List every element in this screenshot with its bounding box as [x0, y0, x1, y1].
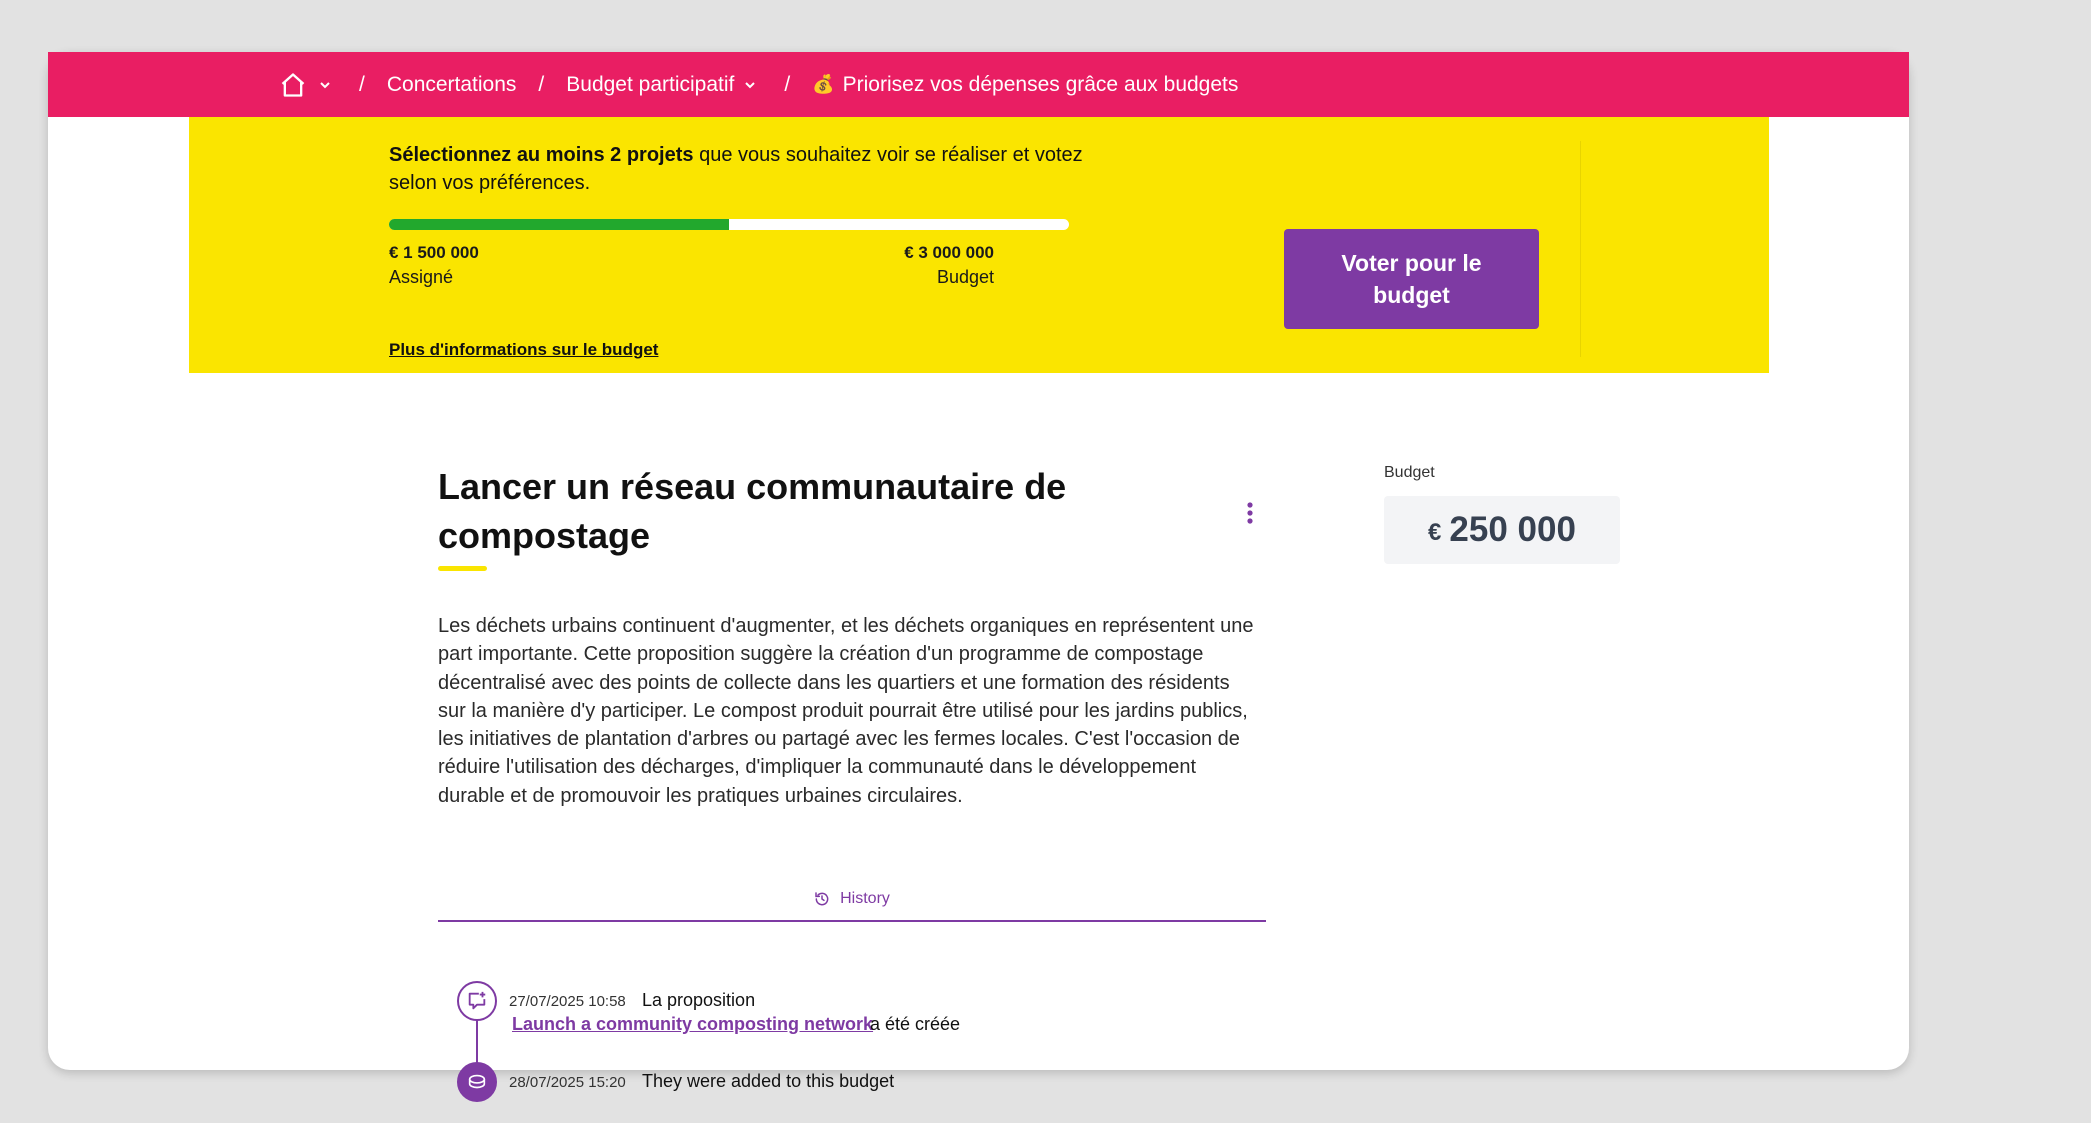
history-date: 28/07/2025 15:20 — [509, 1074, 626, 1091]
proposal-budget-box — [1384, 496, 1620, 564]
chevron-down-icon[interactable] — [319, 79, 337, 91]
breadcrumb-item-label: Budget participatif — [566, 72, 735, 96]
page-title: Lancer un réseau communautaire de compostage — [438, 466, 1067, 556]
tab-history[interactable] — [438, 890, 1266, 922]
breadcrumb — [48, 52, 1909, 117]
breadcrumb-item-current[interactable] — [812, 73, 1238, 97]
budget-progress-fill — [389, 219, 729, 230]
vote-budget-button[interactable]: Voter pour le budget — [1284, 229, 1539, 329]
history-text: a été créée — [870, 1014, 961, 1034]
breadcrumb-item-label: Priorisez vos dépenses grâce aux budgets — [842, 72, 1239, 96]
proposal-budget-label: Budget — [1384, 464, 1435, 481]
home-icon[interactable] — [279, 70, 309, 100]
breadcrumb-item-concertations[interactable]: Concertations — [386, 72, 517, 96]
breadcrumb-separator: / — [359, 72, 365, 96]
browser-window — [48, 52, 1909, 1091]
money-bag-icon: 💰 — [812, 74, 835, 94]
tab-history-label: History — [840, 890, 890, 907]
proposal-budget-value: 250 000 — [1449, 510, 1576, 549]
title-underline — [438, 566, 487, 571]
chevron-down-icon[interactable] — [744, 79, 762, 91]
timeline-connector — [476, 1018, 478, 1064]
breadcrumb-item-budget-participatif[interactable] — [566, 73, 762, 97]
history-icon — [814, 891, 832, 909]
breadcrumb-separator: / — [784, 72, 791, 96]
assigned-label: Assigné — [389, 267, 454, 287]
instruction-text: que vous souhaitez voir se réaliser et votez selon vos préférences. — [389, 144, 1083, 194]
history-date: 27/07/2025 10:58 — [509, 993, 626, 1010]
assigned-amount: € 1 500 000 — [389, 243, 479, 262]
budget-instruction — [389, 141, 1089, 197]
proposal-created-icon — [457, 981, 497, 1021]
budget-added-icon — [457, 1062, 497, 1102]
more-options-icon[interactable] — [1238, 498, 1262, 528]
history-text: They were added to this budget — [642, 1071, 895, 1091]
breadcrumb-home[interactable] — [279, 70, 337, 100]
total-budget-amount: € 3 000 000 — [904, 243, 994, 262]
total-budget-label: Budget — [936, 267, 994, 287]
history-text: La proposition — [642, 990, 756, 1010]
proposal-description: Les déchets urbains continuent d'augmenter, et les déchets organiques en représentent une part importante. Cette proposition suggère la création d'un programme de compostage décentralisé avec des points de collecte dans les quartiers et une formation des résidents sur la manière d'y participer. Le compost produit pourrait être utilisé pour les jardins publics, les initiatives de plantation d'arbres ou partagé avec les fermes locales. C'est l'occasion de réduire l'utilisation des décharges, d'impliquer la communauté dans le développement durable et de promouvoir les pratiques urbaines circulaires. — [438, 615, 1254, 807]
budget-progress-bar — [389, 219, 1069, 230]
breadcrumb-separator: / — [538, 72, 545, 96]
history-proposal-link[interactable]: Launch a community composting network — [512, 1014, 874, 1034]
more-info-link[interactable]: Plus d'informations sur le budget — [389, 340, 659, 359]
currency-symbol: € — [1428, 519, 1442, 546]
instruction-bold: Sélectionnez au moins 2 projets — [389, 144, 694, 166]
